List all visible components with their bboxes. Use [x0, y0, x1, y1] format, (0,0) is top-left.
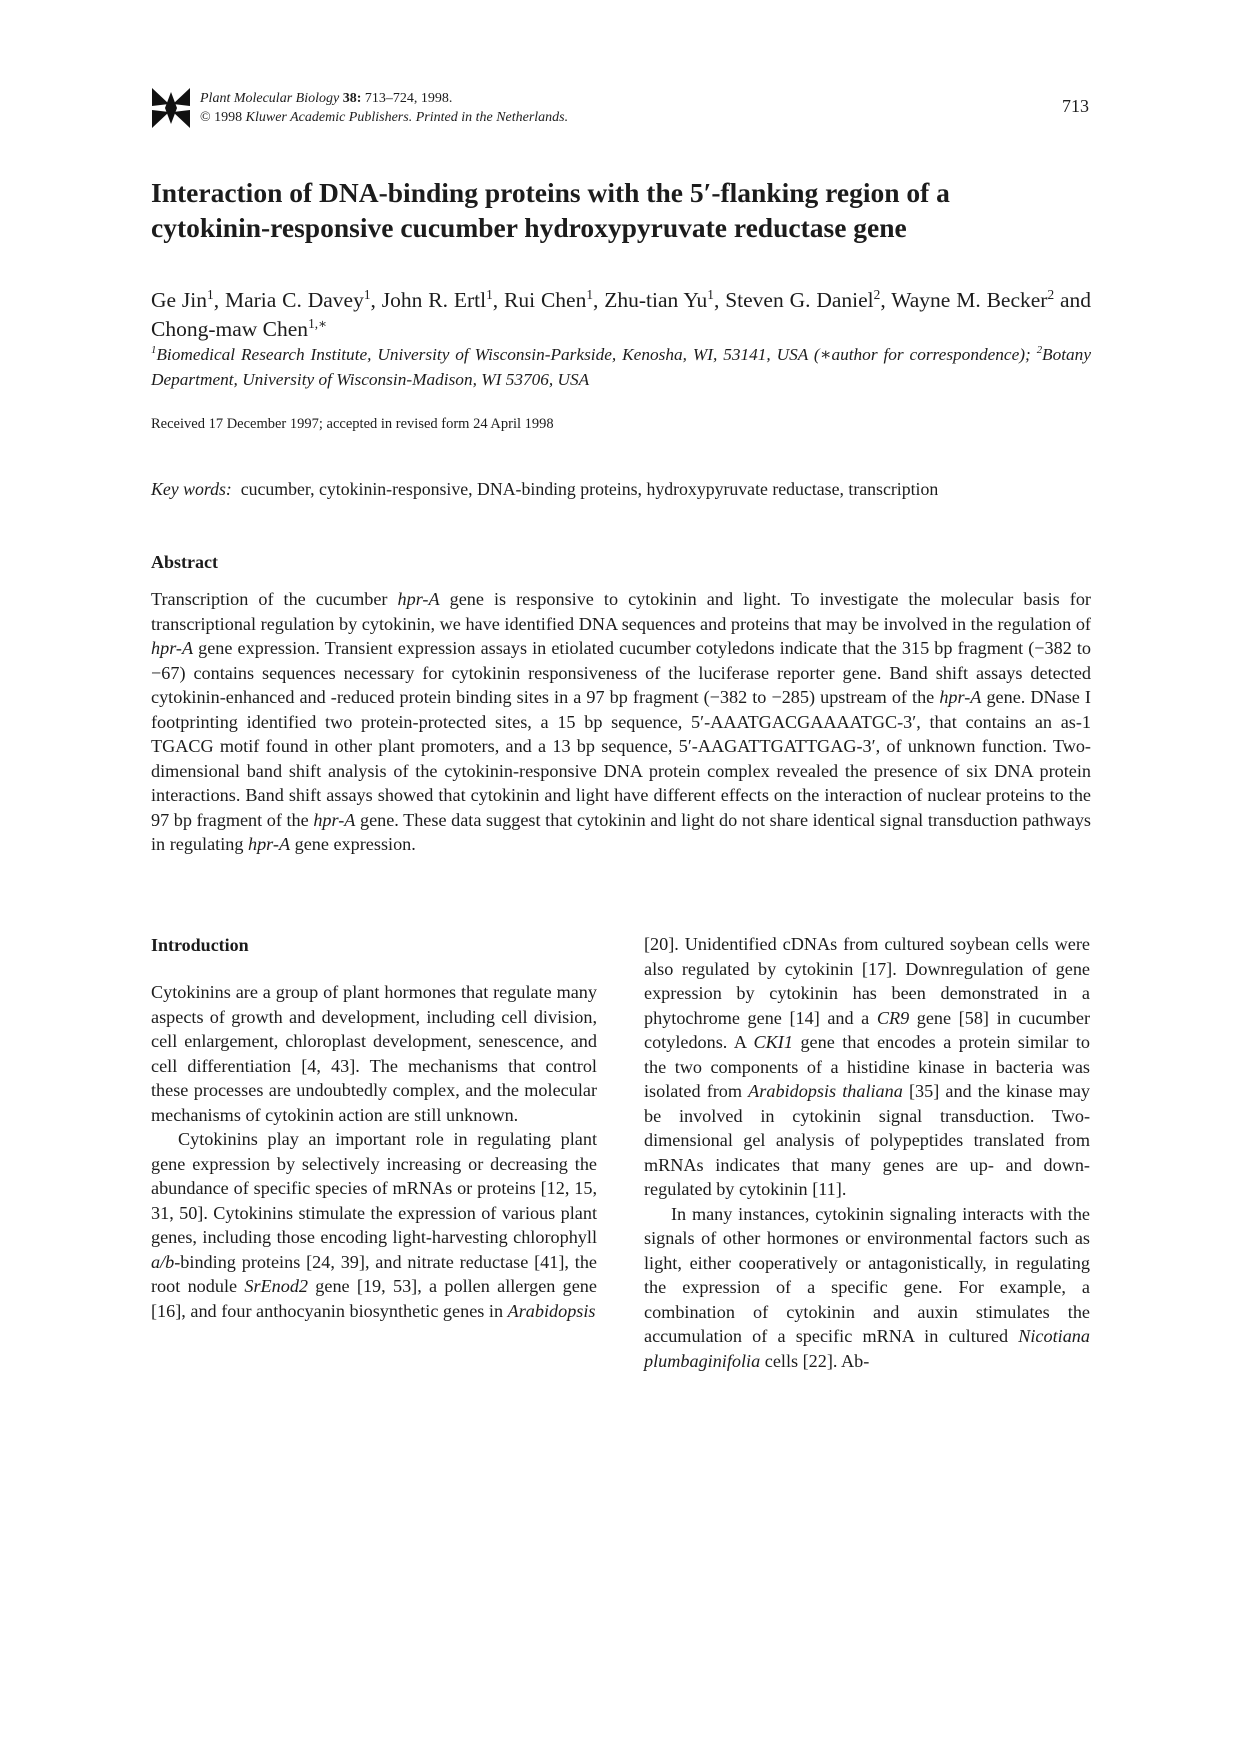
intro-span: [35] and the kinase may be involved in cytokinin signal transduction. Two-dimensional gel analysis of polypeptides translated from mRNAs indicates that many genes are up- and down-regulated by cytokinin [11].: [644, 1081, 1090, 1199]
author-name: Steven G. Daniel: [725, 288, 874, 312]
gene-name: hpr-A: [313, 809, 356, 830]
copyright-line: [200, 108, 568, 127]
introduction-heading: Introduction: [151, 935, 249, 955]
species-name: Nicotiana plumbaginifolia: [644, 1326, 1090, 1371]
gene-name: hpr-A: [151, 638, 194, 658]
author-affiliation-mark: 2: [873, 286, 881, 302]
intro-span: In many instances, cytokinin signaling interacts with the signals of other hormones or environmental factors such as light, either cooperatively or antagonistically, in regulating the expression of a specific gene. For example, a combination of cytokinin and auxin stimulates the accumulation of a specific mRNA in cultured: [644, 1203, 1090, 1346]
author-name: Zhu-tian Yu: [604, 288, 708, 312]
received-dates: Received 17 December 1997; accepted in revised form 24 April 1998: [151, 416, 554, 432]
author-separator: ,: [713, 288, 726, 312]
affiliation-1-note: author for correspondence);: [831, 345, 1031, 364]
copyright-symbol: ©: [200, 110, 211, 125]
author-affiliation-mark: 1: [586, 286, 594, 302]
page-number: 713: [1062, 96, 1089, 116]
abstract-span: gene. DNase I footprinting identified two protein-protected sites, a 15 bp sequence, 5′-AAATGACGAAAATGC-3′, that contains an as-1 TGACG motif found in other plant promoters, and a 13 bp sequence, 5′-AAGATTGATTGAG-3′, of unknown function. Two-dimensional band shift analysis of the cytokinin-responsive DNA protein complex revealed the presence of six DNA protein interactions. Band shift assays showed that cytokinin and light have different effects on the interaction of nuclear proteins to the 97 bp fragment of the: [151, 687, 1091, 830]
intro-span: cells [22]. Ab-: [760, 1350, 870, 1371]
author: [604, 288, 714, 312]
intro-column-left: [151, 980, 597, 1323]
author-affiliation-mark: 1: [486, 286, 493, 302]
author: [725, 288, 880, 312]
author-name: Rui Chen: [504, 288, 587, 312]
journal-volume: 38:: [342, 91, 362, 106]
keywords: [151, 479, 1091, 500]
journal-pages: 713–724, 1998.: [364, 91, 453, 106]
gene-name: hpr-A: [939, 687, 982, 707]
corresponding-mark: ∗: [819, 345, 832, 364]
italic-term: a/b: [151, 1251, 175, 1272]
printed-in: Printed in the Netherlands.: [415, 110, 569, 125]
affiliation-2: Botany Department, University of Wisconsin-Madison, WI 53706, USA: [151, 345, 1091, 389]
abstract-span: gene is responsive to cytokinin and light. To investigate the molecular basis for transcriptional regulation by cytokinin, we have identified DNA sequences and proteins that may be involved in the regulation of: [151, 589, 1091, 634]
author-affiliation-mark: 1: [707, 286, 714, 302]
author-name: John R. Ertl: [381, 288, 487, 312]
intro-paragraph-3: [644, 1202, 1090, 1374]
keywords-list: cucumber, cytokinin-responsive, DNA-binding proteins, hydroxypyruvate reductase, transcription: [240, 479, 939, 499]
species-name: Arabidopsis: [507, 1300, 596, 1321]
intro-paragraph-2-continued: [644, 932, 1090, 1202]
author: [151, 288, 214, 312]
author-list: [151, 286, 1091, 344]
copyright-year: 1998: [214, 110, 243, 125]
abstract-span: gene expression.: [290, 834, 416, 854]
intro-column-right: [644, 932, 1090, 1373]
author: [225, 288, 371, 312]
author: [891, 288, 1054, 312]
author-separator: ,: [880, 288, 892, 312]
author-name: Maria C. Davey: [224, 288, 364, 312]
affiliation-1: Biomedical Research Institute, University of Wisconsin-Parkside, Kenosha, WI, 53141, USA (: [156, 345, 820, 364]
abstract-text: [151, 587, 1091, 857]
keywords-label: Key words:: [151, 479, 232, 499]
affiliation-mark: 1: [151, 344, 157, 357]
intro-paragraph-2-start: [151, 1127, 597, 1323]
author-separator: ,: [593, 288, 605, 312]
affiliation-mark: 2: [1036, 344, 1043, 357]
abstract-span: gene expression. Transient expression assays in etiolated cucumber cotyledons indicate that the 315 bp fragment (−382 to −67) contains sequences necessary for cytokinin responsiveness of the luciferase reporter gene. Band shift assays detected cytokinin-enhanced and -reduced protein binding sites in a 97 bp fragment (−382 to −285) upstream of the: [151, 638, 1091, 707]
author-name: Ge Jin: [151, 288, 208, 312]
author: [504, 288, 593, 312]
gene-name: CR9: [876, 1007, 910, 1028]
author-separator: ,: [370, 288, 382, 312]
author-separator: ,: [492, 288, 505, 312]
author-affiliation-mark: 1: [363, 286, 371, 302]
intro-paragraph-1: Cytokinins are a group of plant hormones that regulate many aspects of growth and development, including cell division, cell enlargement, chloroplast development, senescence, and cell differentiation [4, 43]. The mechanisms that control these processes are undoubtedly complex, and the molecular mechanisms of cytokinin action are still unknown.: [151, 982, 597, 1125]
author-affiliation-mark: 1,∗: [308, 315, 328, 331]
author-affiliation-mark: 2: [1047, 286, 1055, 302]
journal-header: [200, 89, 568, 127]
affiliations: [151, 342, 1091, 392]
gene-name: hpr-A: [247, 834, 291, 854]
author-separator: ,: [213, 288, 225, 312]
author-name: Chong-maw Chen: [151, 317, 309, 341]
abstract-span: gene. These data suggest that cytokinin and light do not share identical signal transduction pathways in regulating: [151, 809, 1092, 854]
author-name: Wayne M. Becker: [891, 288, 1048, 312]
author-affiliation-mark: 1: [207, 286, 214, 302]
gene-name: CKI1: [753, 1032, 793, 1052]
abstract-heading: Abstract: [151, 552, 218, 572]
journal-citation-line: [200, 89, 568, 108]
publisher-logo-icon: [150, 86, 192, 130]
author-separator: and: [1054, 288, 1092, 312]
intro-span: gene that encodes a protein similar to the two components of a histidine kinase in bacteria was isolated from: [644, 1032, 1090, 1101]
intro-span: gene [58] in cucumber cotyledons. A: [644, 1007, 1090, 1052]
abstract-span: Transcription of the cucumber: [151, 589, 398, 609]
gene-name: SrEnod2: [244, 1276, 309, 1296]
author: [382, 288, 493, 312]
author: [151, 317, 327, 341]
intro-span: Cytokinins play an important role in regulating plant gene expression by selectively increasing or decreasing the abundance of specific species of mRNAs or proteins [12, 15, 31, 50]. Cytokinins stimulate the expression of various plant genes, including those encoding light-harvesting chlorophyll: [151, 1129, 597, 1247]
intro-span: -binding proteins [24, 39], and nitrate reductase [41], the root nodule: [151, 1251, 597, 1296]
species-name: Arabidopsis thaliana: [748, 1081, 903, 1101]
article-title: Interaction of DNA-binding proteins with the 5′-flanking region of a cytokinin-responsive cucumber hydroxypyruvate reductase gene: [151, 177, 950, 243]
intro-span: gene [19, 53], a pollen allergen gene [16], and four anthocyanin biosynthetic genes in: [151, 1276, 597, 1321]
intro-span: [20]. Unidentified cDNAs from cultured soybean cells were also regulated by cytokinin [17]. Downregulation of gene expression by cytokinin has been demonstrated in a phytochrome gene [14] and a: [644, 934, 1090, 1028]
gene-name: hpr-A: [397, 589, 440, 609]
journal-name: Plant Molecular Biology: [200, 91, 340, 106]
publisher-name: Kluwer Academic Publishers.: [245, 110, 413, 125]
